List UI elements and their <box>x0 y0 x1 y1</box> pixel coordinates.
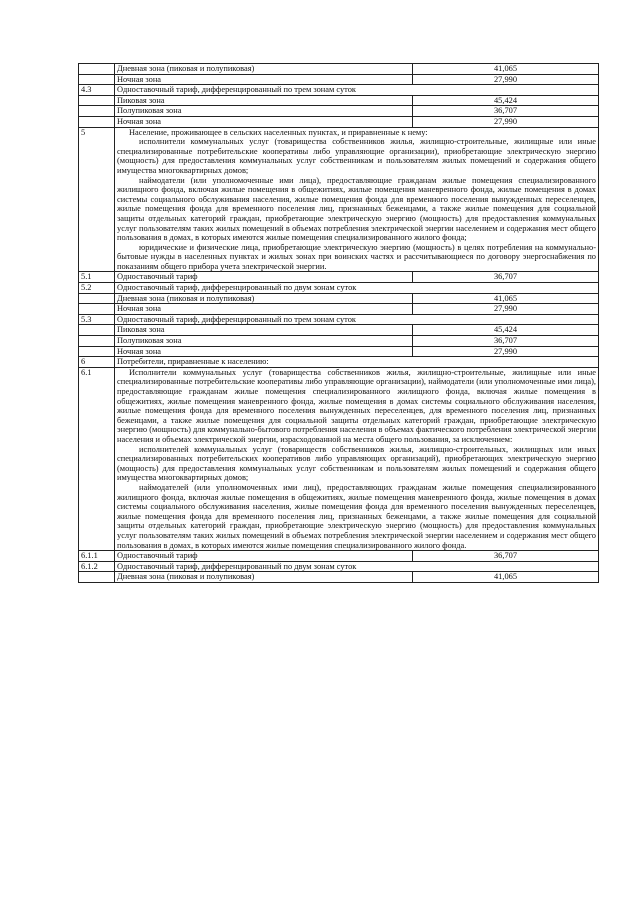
row-number: 5.3 <box>79 314 115 325</box>
tariff-value: 45,424 <box>413 325 599 336</box>
row-number: 6.1.1 <box>79 551 115 562</box>
tariff-name: Потребители, приравненные к населению: <box>115 357 599 368</box>
tariff-name: Ночная зона <box>115 304 413 315</box>
table-row <box>79 272 599 283</box>
row-number <box>79 325 115 336</box>
row-number <box>79 64 115 75</box>
row-description <box>115 127 599 272</box>
table-row <box>79 293 599 304</box>
tariff-value: 41,065 <box>413 293 599 304</box>
tariff-name: Ночная зона <box>115 346 413 357</box>
row-number <box>79 293 115 304</box>
row-number: 5.1 <box>79 272 115 283</box>
description-paragraph: исполнителей коммунальных услуг (товариществ собственников жилья, жилищно-строительных, жилищных или иных специализированных потребительских кооперативов либо управляющих организаций), приобретающих электрическую энергию (мощность) для предоставления коммунальных услуг собственникам и пользователям жилых помещений и содержания общего имущества многоквартирных домов; <box>117 444 596 483</box>
tariff-value: 27,990 <box>413 116 599 127</box>
table-row <box>79 74 599 85</box>
table-row <box>79 346 599 357</box>
tariff-name: Пиковая зона <box>115 95 413 106</box>
tariff-name: Одноставочный тариф, дифференцированный по двум зонам суток <box>115 283 599 294</box>
tariff-name: Дневная зона (пиковая и полупиковая) <box>115 572 413 583</box>
row-number: 6.1.2 <box>79 561 115 572</box>
row-number <box>79 74 115 85</box>
table-row <box>79 357 599 368</box>
tariff-value: 36,707 <box>413 272 599 283</box>
row-number <box>79 106 115 117</box>
description-paragraph: наймодатели (или уполномоченные ими лица), предоставляющие гражданам жилые помещения специализированного жилищного фонда, включая жилые помещения в общежитиях, жилые помещения маневренного фонда, жилые помещения в домах системы социального обслуживания населения, жилые помещения фонда для временного поселения вынужденных переселенцев, жилые помещения фонда для временного поселения лиц, признанных беженцами, а также жилые помещения для социальной защиты отдельных категорий граждан, приобретающие электрическую энергию (мощность) для предоставления коммунальных услуг пользователям таких жилых помещений в объемах потребления электрической энергии населением и содержания мест общего пользования в домах, в которых имеются жилые помещения специализированного жилого фонда; <box>117 175 596 243</box>
tariff-name: Ночная зона <box>115 74 413 85</box>
row-number: 5.2 <box>79 283 115 294</box>
table-row <box>79 551 599 562</box>
table-row <box>79 95 599 106</box>
description-paragraph: Население, проживающее в сельских населенных пунктах, и приравненные к нему: <box>129 127 428 137</box>
table-row <box>79 325 599 336</box>
tariff-name: Дневная зона (пиковая и полупиковая) <box>115 64 413 75</box>
tariff-name: Одноставочный тариф, дифференцированный по трем зонам суток <box>115 314 599 325</box>
tariff-value: 27,990 <box>413 346 599 357</box>
table-row <box>79 561 599 572</box>
description-paragraph: исполнители коммунальных услуг (товарищества собственников жилья, жилищно-строительные, жилищные или иные специализированные потребительские кооперативы либо управляющие организации), приобретающие электрическую энергию (мощность) для предоставления коммунальных услуг собственникам и пользователям жилых помещений и содержания общего имущества многоквартирных домов; <box>117 137 596 175</box>
tariff-name: Одноставочный тариф, дифференцированный по двум зонам суток <box>115 561 599 572</box>
row-number <box>79 346 115 357</box>
row-number <box>79 304 115 315</box>
tariff-name: Полупиковая зона <box>115 336 413 347</box>
description-paragraph: юридические и физические лица, приобретающие электрическую энергию (мощность) в целях потребления на коммунально-бытовые нужды в населенных пунктах и жилых зонах при воинских частях и рассчитывающиеся по договору энергоснабжения по показаниям общего прибора учета электрической энергии. <box>117 242 596 271</box>
table-row <box>79 314 599 325</box>
tariff-value: 41,065 <box>413 64 599 75</box>
tariff-value: 45,424 <box>413 95 599 106</box>
table-row <box>79 572 599 583</box>
tariff-value: 27,990 <box>413 74 599 85</box>
tariff-value: 41,065 <box>413 572 599 583</box>
table-row <box>79 64 599 75</box>
row-number <box>79 572 115 583</box>
row-number <box>79 95 115 106</box>
row-number <box>79 336 115 347</box>
table-row <box>79 85 599 96</box>
row-description <box>115 367 599 550</box>
tariff-name: Одноставочный тариф <box>115 551 413 562</box>
table-row <box>79 336 599 347</box>
table-row <box>79 367 599 550</box>
row-number: 6.1 <box>79 367 115 550</box>
row-number: 5 <box>79 127 115 272</box>
table-row <box>79 106 599 117</box>
tariff-name: Ночная зона <box>115 116 413 127</box>
table-row <box>79 304 599 315</box>
description-paragraph: наймодателей (или уполномоченных ими лиц), предоставляющих гражданам жилые помещения специализированного жилищного фонда, включая жилые помещения в общежитиях, жилые помещения маневренного фонда, жилые помещения в домах системы социального обслуживания населения, жилые помещения фонда для временного поселения вынужденных переселенцев, жилые помещения фонда для временного поселения лиц, признанных беженцами, а также жилые помещения для социальной защиты отдельных категорий граждан, приобретающие электрическую энергию (мощность) для предоставления коммунальных услуг пользователям таких жилых помещений в объемах потребления электрической энергии населением и содержания мест общего пользования в домах, в которых имеются жилые помещения специализированного жилого фонда. <box>117 482 596 550</box>
tariff-value: 27,990 <box>413 304 599 315</box>
tariff-table-body <box>79 64 599 583</box>
tariff-value: 36,707 <box>413 106 599 117</box>
tariff-name: Одноставочный тариф, дифференцированный по трем зонам суток <box>115 85 599 96</box>
tariff-value: 36,707 <box>413 336 599 347</box>
table-row <box>79 116 599 127</box>
row-number: 4.3 <box>79 85 115 96</box>
tariff-value: 36,707 <box>413 551 599 562</box>
description-paragraph: Исполнители коммунальных услуг (товарищества собственников жилья, жилищно-строительные, жилищные или иные специализированные потребительские кооперативы либо управляющие организации), наймодатели (или уполномоченные ими лица), предоставляющие гражданам жилые помещения специализированного жилищного фонда, включая жилые помещения в общежитиях, жилые помещения маневренного фонда, жилые помещения в домах системы социального обслуживания населения, жилые помещения фонда для временного поселения вынужденных переселенцев, для временного поселения лиц, признанных беженцами, а также жилые помещения для социальной защиты отдельных категорий граждан, приобретающие электрическую энергию (мощность) для коммунально-бытового потребления населения в объемах фактического потребления электрической энергии населения и объемах электрической энергии, израсходованной на места общего пользования, за исключением: <box>117 367 596 444</box>
tariff-name: Дневная зона (пиковая и полупиковая) <box>115 293 413 304</box>
row-number <box>79 116 115 127</box>
tariff-name: Пиковая зона <box>115 325 413 336</box>
table-row <box>79 127 599 272</box>
tariff-name: Одноставочный тариф <box>115 272 413 283</box>
row-number: 6 <box>79 357 115 368</box>
table-row <box>79 283 599 294</box>
tariff-name: Полупиковая зона <box>115 106 413 117</box>
tariff-table <box>78 63 599 583</box>
